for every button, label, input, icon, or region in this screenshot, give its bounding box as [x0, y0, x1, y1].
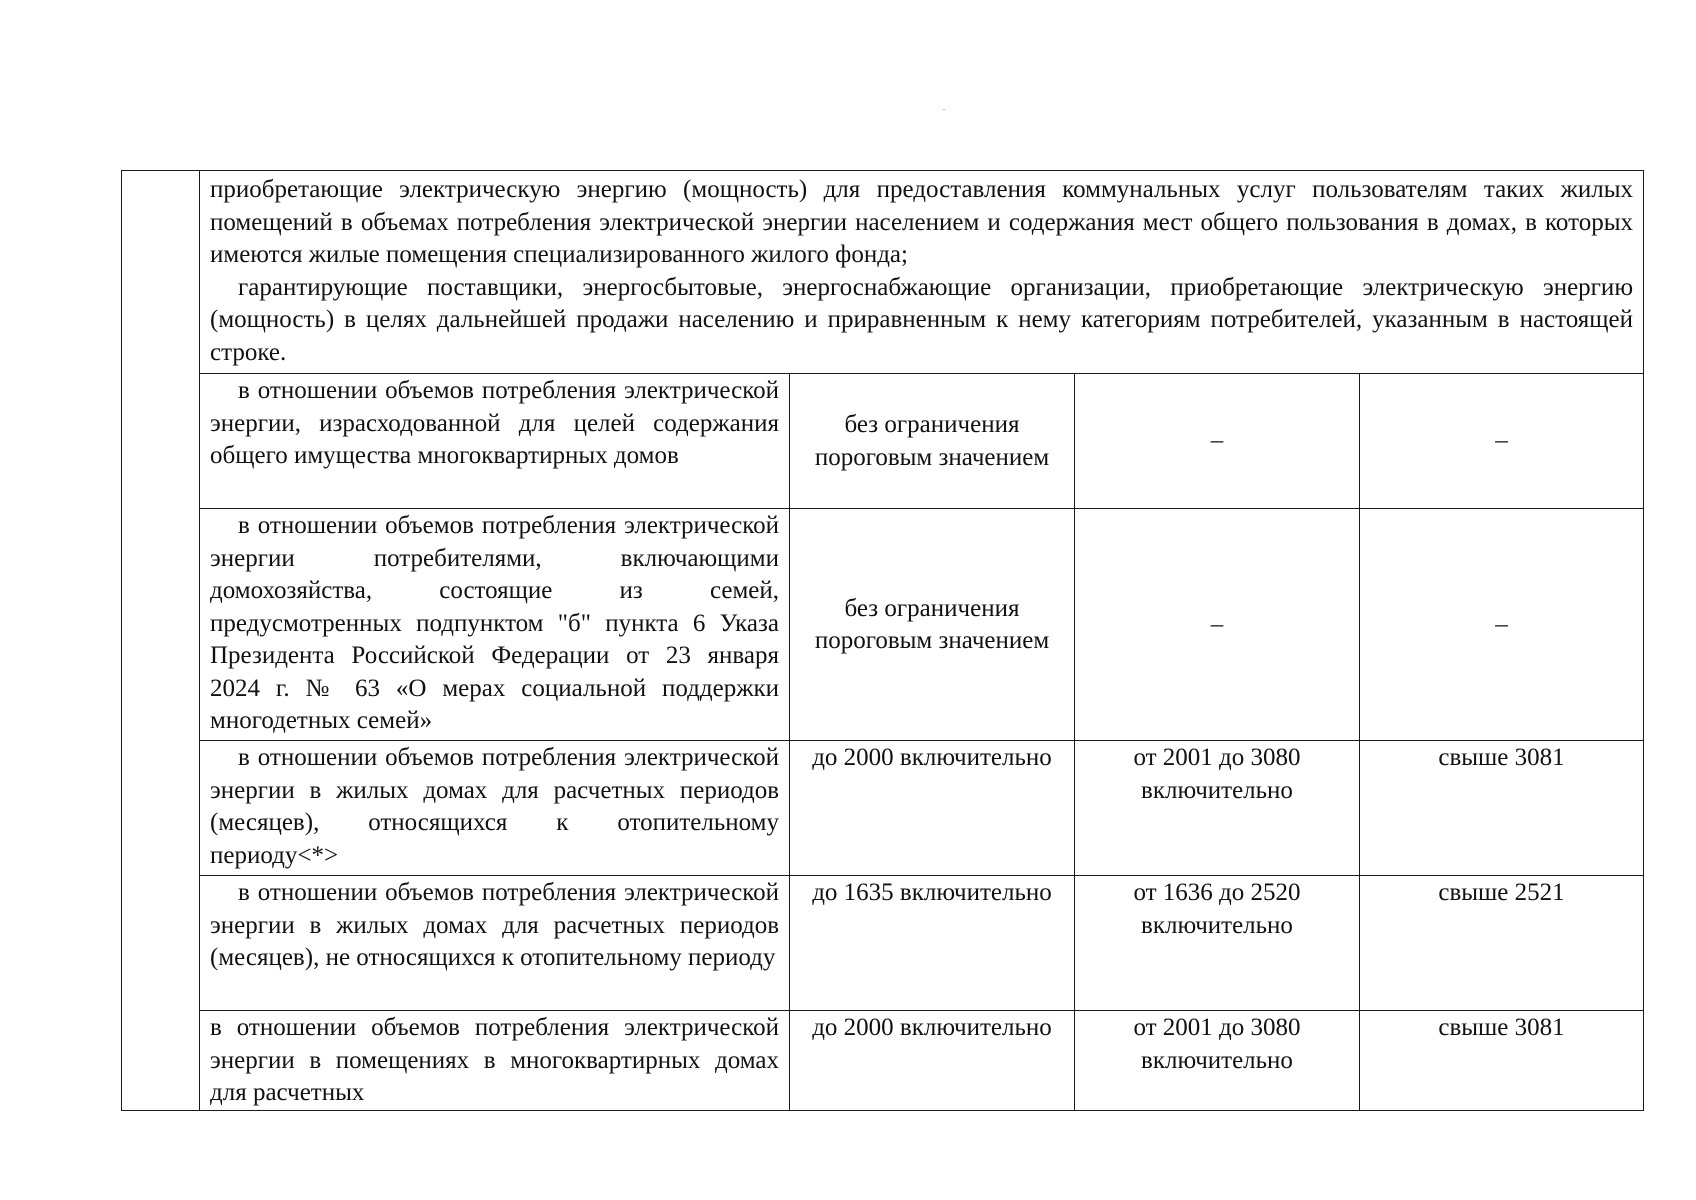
threshold-value-2: от 2001 до 3080 включительно	[1075, 1011, 1360, 1111]
row-number-cell	[122, 171, 200, 1111]
threshold-value-3: свыше 3081	[1360, 741, 1644, 876]
table-row-continuation	[122, 171, 1644, 374]
threshold-value-3: –	[1360, 509, 1644, 741]
table-row	[122, 509, 1644, 741]
threshold-value-1: без ограничения пороговым значением	[790, 509, 1075, 741]
table-row	[122, 876, 1644, 1011]
threshold-value-2: –	[1075, 374, 1360, 509]
row-description: в отношении объемов потребления электрической энергии в жилых домах для расчетных периодов (месяцев), относящихся к отопительному периоду<*>	[200, 741, 790, 876]
threshold-value-3: свыше 3081	[1360, 1011, 1644, 1111]
row-description: в отношении объемов потребления электрической энергии в жилых домах для расчетных периодов (месяцев), не относящихся к отопительному периоду	[200, 876, 790, 1011]
continuation-text-cell	[200, 171, 1644, 374]
row-description: в отношении объемов потребления электрической энергии, израсходованной для целей содержания общего имущества многоквартирных домов	[200, 374, 790, 509]
threshold-value-3: –	[1360, 374, 1644, 509]
table-row	[122, 1011, 1644, 1111]
row-description: в отношении объемов потребления электрической энергии в помещениях в многоквартирных домах для расчетных	[200, 1011, 790, 1111]
threshold-value-2: от 2001 до 3080 включительно	[1075, 741, 1360, 876]
scan-speck	[943, 109, 945, 110]
threshold-value-3: свыше 2521	[1360, 876, 1644, 1011]
threshold-value-2: от 1636 до 2520 включительно	[1075, 876, 1360, 1011]
threshold-value-1: до 2000 включительно	[790, 741, 1075, 876]
threshold-value-2: –	[1075, 509, 1360, 741]
table-row	[122, 741, 1644, 876]
table-row	[122, 374, 1644, 509]
threshold-value-1: без ограничения пороговым значением	[790, 374, 1075, 509]
row-description: в отношении объемов потребления электрической энергии потребителями, включающими домохозяйства, состоящие из семей, предусмотренных подпунктом "б" пункта 6 Указа Президента Российской Федерации от 23 января 2024 г. № 63 «О мерах социальной поддержки многодетных семей»	[200, 509, 790, 741]
continuation-paragraph-1: приобретающие электрическую энергию (мощность) для предоставления коммунальных услуг пользователям таких жилых помещений в объемах потребления электрической энергии населением и содержания мест общего пользования в домах, в которых имеются жилые помещения специализированного жилого фонда;	[210, 176, 1633, 268]
threshold-value-1: до 2000 включительно	[790, 1011, 1075, 1111]
tariff-threshold-table	[121, 170, 1644, 1111]
continuation-paragraph-2: гарантирующие поставщики, энергосбытовые, энергоснабжающие организации, приобретающие электрическую энергию (мощность) в целях дальнейшей продажи населению и приравненным к нему категориям потребителей, указанным в настоящей строке.	[210, 273, 1633, 366]
threshold-value-1: до 1635 включительно	[790, 876, 1075, 1011]
